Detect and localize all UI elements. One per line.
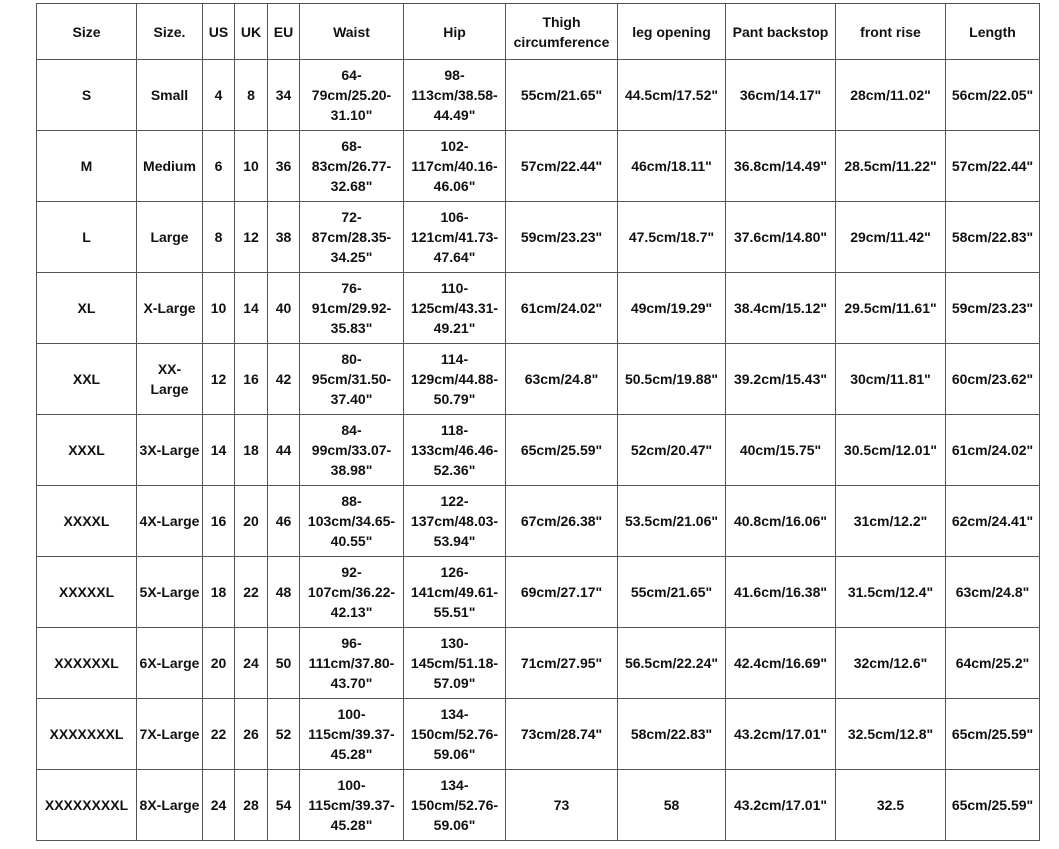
- table-cell: XXXXXXXL: [37, 699, 137, 770]
- size-chart-table: [36, 3, 1040, 841]
- table-cell: 40cm/15.75": [726, 415, 836, 486]
- table-cell: 88-103cm/34.65-40.55": [300, 486, 404, 557]
- table-cell: 53.5cm/21.06": [618, 486, 726, 557]
- table-cell: 30.5cm/12.01": [836, 415, 946, 486]
- table-cell: 84-99cm/33.07-38.98": [300, 415, 404, 486]
- table-cell: 69cm/27.17": [506, 557, 618, 628]
- table-cell: 36.8cm/14.49": [726, 131, 836, 202]
- table-cell: XXXXL: [37, 486, 137, 557]
- table-row: [37, 344, 1040, 415]
- table-cell: 29cm/11.42": [836, 202, 946, 273]
- header-cell: US: [203, 4, 235, 60]
- table-cell: 31cm/12.2": [836, 486, 946, 557]
- table-cell: 106-121cm/41.73-47.64": [404, 202, 506, 273]
- table-cell: 65cm/25.59": [506, 415, 618, 486]
- table-cell: 56.5cm/22.24": [618, 628, 726, 699]
- table-cell: 20: [203, 628, 235, 699]
- table-cell: 29.5cm/11.61": [836, 273, 946, 344]
- header-cell: Waist: [300, 4, 404, 60]
- table-cell: XX-Large: [137, 344, 203, 415]
- table-cell: M: [37, 131, 137, 202]
- table-cell: 61cm/24.02": [946, 415, 1040, 486]
- table-cell: 38: [268, 202, 300, 273]
- table-row: [37, 557, 1040, 628]
- table-cell: XXL: [37, 344, 137, 415]
- table-cell: 110-125cm/43.31-49.21": [404, 273, 506, 344]
- header-cell: EU: [268, 4, 300, 60]
- table-cell: 30cm/11.81": [836, 344, 946, 415]
- table-cell: 100-115cm/39.37-45.28": [300, 699, 404, 770]
- table-cell: 98-113cm/38.58-44.49": [404, 60, 506, 131]
- table-cell: 4: [203, 60, 235, 131]
- table-cell: 44.5cm/17.52": [618, 60, 726, 131]
- table-cell: 16: [235, 344, 268, 415]
- table-cell: 61cm/24.02": [506, 273, 618, 344]
- table-cell: 134-150cm/52.76-59.06": [404, 770, 506, 841]
- header-cell: leg opening: [618, 4, 726, 60]
- table-cell: 122-137cm/48.03-53.94": [404, 486, 506, 557]
- table-cell: 54: [268, 770, 300, 841]
- table-cell: 34: [268, 60, 300, 131]
- table-cell: 96-111cm/37.80-43.70": [300, 628, 404, 699]
- table-cell: 10: [203, 273, 235, 344]
- table-cell: 10: [235, 131, 268, 202]
- table-cell: 32.5cm/12.8": [836, 699, 946, 770]
- table-cell: 7X-Large: [137, 699, 203, 770]
- table-cell: 59cm/23.23": [946, 273, 1040, 344]
- table-cell: 50: [268, 628, 300, 699]
- table-row: [37, 486, 1040, 557]
- table-cell: 55cm/21.65": [506, 60, 618, 131]
- table-cell: 12: [203, 344, 235, 415]
- table-row: [37, 60, 1040, 131]
- table-cell: 134-150cm/52.76-59.06": [404, 699, 506, 770]
- table-cell: 92-107cm/36.22-42.13": [300, 557, 404, 628]
- table-cell: 42: [268, 344, 300, 415]
- table-cell: 58cm/22.83": [618, 699, 726, 770]
- table-cell: 55cm/21.65": [618, 557, 726, 628]
- table-cell: 5X-Large: [137, 557, 203, 628]
- table-cell: 31.5cm/12.4": [836, 557, 946, 628]
- table-cell: XXXXXXXXL: [37, 770, 137, 841]
- table-cell: 126-141cm/49.61-55.51": [404, 557, 506, 628]
- table-cell: 40: [268, 273, 300, 344]
- table-cell: 68-83cm/26.77-32.68": [300, 131, 404, 202]
- table-cell: 80-95cm/31.50-37.40": [300, 344, 404, 415]
- table-cell: Small: [137, 60, 203, 131]
- table-cell: 18: [235, 415, 268, 486]
- header-cell: Hip: [404, 4, 506, 60]
- table-cell: 36cm/14.17": [726, 60, 836, 131]
- table-cell: 76-91cm/29.92-35.83": [300, 273, 404, 344]
- table-cell: 58: [618, 770, 726, 841]
- table-cell: 57cm/22.44": [506, 131, 618, 202]
- table-row: [37, 415, 1040, 486]
- table-cell: 18: [203, 557, 235, 628]
- table-cell: 52cm/20.47": [618, 415, 726, 486]
- table-cell: 64-79cm/25.20-31.10": [300, 60, 404, 131]
- table-cell: 41.6cm/16.38": [726, 557, 836, 628]
- table-row: [37, 699, 1040, 770]
- table-cell: 8: [235, 60, 268, 131]
- table-cell: 46cm/18.11": [618, 131, 726, 202]
- table-cell: 20: [235, 486, 268, 557]
- table-cell: XL: [37, 273, 137, 344]
- header-cell: Length: [946, 4, 1040, 60]
- header-row: [37, 4, 1040, 60]
- table-cell: 46: [268, 486, 300, 557]
- table-cell: L: [37, 202, 137, 273]
- table-cell: 47.5cm/18.7": [618, 202, 726, 273]
- table-cell: 43.2cm/17.01": [726, 699, 836, 770]
- table-cell: 28: [235, 770, 268, 841]
- table-cell: 6: [203, 131, 235, 202]
- header-cell: Thigh circumference: [506, 4, 618, 60]
- table-cell: 24: [235, 628, 268, 699]
- table-cell: 12: [235, 202, 268, 273]
- table-cell: 73cm/28.74": [506, 699, 618, 770]
- table-cell: S: [37, 60, 137, 131]
- table-row: [37, 273, 1040, 344]
- table-cell: 39.2cm/15.43": [726, 344, 836, 415]
- table-cell: 48: [268, 557, 300, 628]
- table-row: [37, 131, 1040, 202]
- table-cell: 60cm/23.62": [946, 344, 1040, 415]
- table-cell: 130-145cm/51.18-57.09": [404, 628, 506, 699]
- table-cell: 4X-Large: [137, 486, 203, 557]
- table-cell: XXXXXL: [37, 557, 137, 628]
- table-cell: 28.5cm/11.22": [836, 131, 946, 202]
- table-cell: 63cm/24.8": [946, 557, 1040, 628]
- table-cell: 52: [268, 699, 300, 770]
- table-cell: 72-87cm/28.35-34.25": [300, 202, 404, 273]
- table-row: [37, 202, 1040, 273]
- table-cell: 22: [203, 699, 235, 770]
- table-cell: 16: [203, 486, 235, 557]
- size-chart-body: [37, 60, 1040, 841]
- table-cell: 62cm/24.41": [946, 486, 1040, 557]
- table-cell: 22: [235, 557, 268, 628]
- table-cell: 14: [203, 415, 235, 486]
- table-cell: 59cm/23.23": [506, 202, 618, 273]
- table-row: [37, 770, 1040, 841]
- table-cell: 28cm/11.02": [836, 60, 946, 131]
- table-cell: 50.5cm/19.88": [618, 344, 726, 415]
- table-cell: 44: [268, 415, 300, 486]
- header-cell: Pant backstop: [726, 4, 836, 60]
- header-cell: Size.: [137, 4, 203, 60]
- header-cell: UK: [235, 4, 268, 60]
- table-cell: 57cm/22.44": [946, 131, 1040, 202]
- table-cell: 24: [203, 770, 235, 841]
- table-cell: 38.4cm/15.12": [726, 273, 836, 344]
- table-cell: 3X-Large: [137, 415, 203, 486]
- table-row: [37, 628, 1040, 699]
- table-cell: 49cm/19.29": [618, 273, 726, 344]
- table-cell: 71cm/27.95": [506, 628, 618, 699]
- table-cell: 14: [235, 273, 268, 344]
- table-cell: 32cm/12.6": [836, 628, 946, 699]
- table-cell: 43.2cm/17.01": [726, 770, 836, 841]
- header-cell: front rise: [836, 4, 946, 60]
- table-cell: 8: [203, 202, 235, 273]
- table-cell: 65cm/25.59": [946, 699, 1040, 770]
- table-cell: Medium: [137, 131, 203, 202]
- table-cell: 8X-Large: [137, 770, 203, 841]
- table-cell: X-Large: [137, 273, 203, 344]
- table-cell: XXXL: [37, 415, 137, 486]
- header-cell: Size: [37, 4, 137, 60]
- table-cell: 73: [506, 770, 618, 841]
- table-cell: 6X-Large: [137, 628, 203, 699]
- table-cell: 26: [235, 699, 268, 770]
- table-cell: 65cm/25.59": [946, 770, 1040, 841]
- table-cell: 32.5: [836, 770, 946, 841]
- table-cell: Large: [137, 202, 203, 273]
- table-cell: 37.6cm/14.80": [726, 202, 836, 273]
- table-cell: 40.8cm/16.06": [726, 486, 836, 557]
- table-cell: 118-133cm/46.46-52.36": [404, 415, 506, 486]
- table-cell: 56cm/22.05": [946, 60, 1040, 131]
- table-cell: 102-117cm/40.16-46.06": [404, 131, 506, 202]
- table-cell: 64cm/25.2": [946, 628, 1040, 699]
- table-cell: 114-129cm/44.88-50.79": [404, 344, 506, 415]
- table-cell: 100-115cm/39.37-45.28": [300, 770, 404, 841]
- table-cell: 67cm/26.38": [506, 486, 618, 557]
- table-cell: XXXXXXL: [37, 628, 137, 699]
- table-cell: 42.4cm/16.69": [726, 628, 836, 699]
- table-cell: 58cm/22.83": [946, 202, 1040, 273]
- table-cell: 63cm/24.8": [506, 344, 618, 415]
- size-chart-header: [37, 4, 1040, 60]
- table-cell: 36: [268, 131, 300, 202]
